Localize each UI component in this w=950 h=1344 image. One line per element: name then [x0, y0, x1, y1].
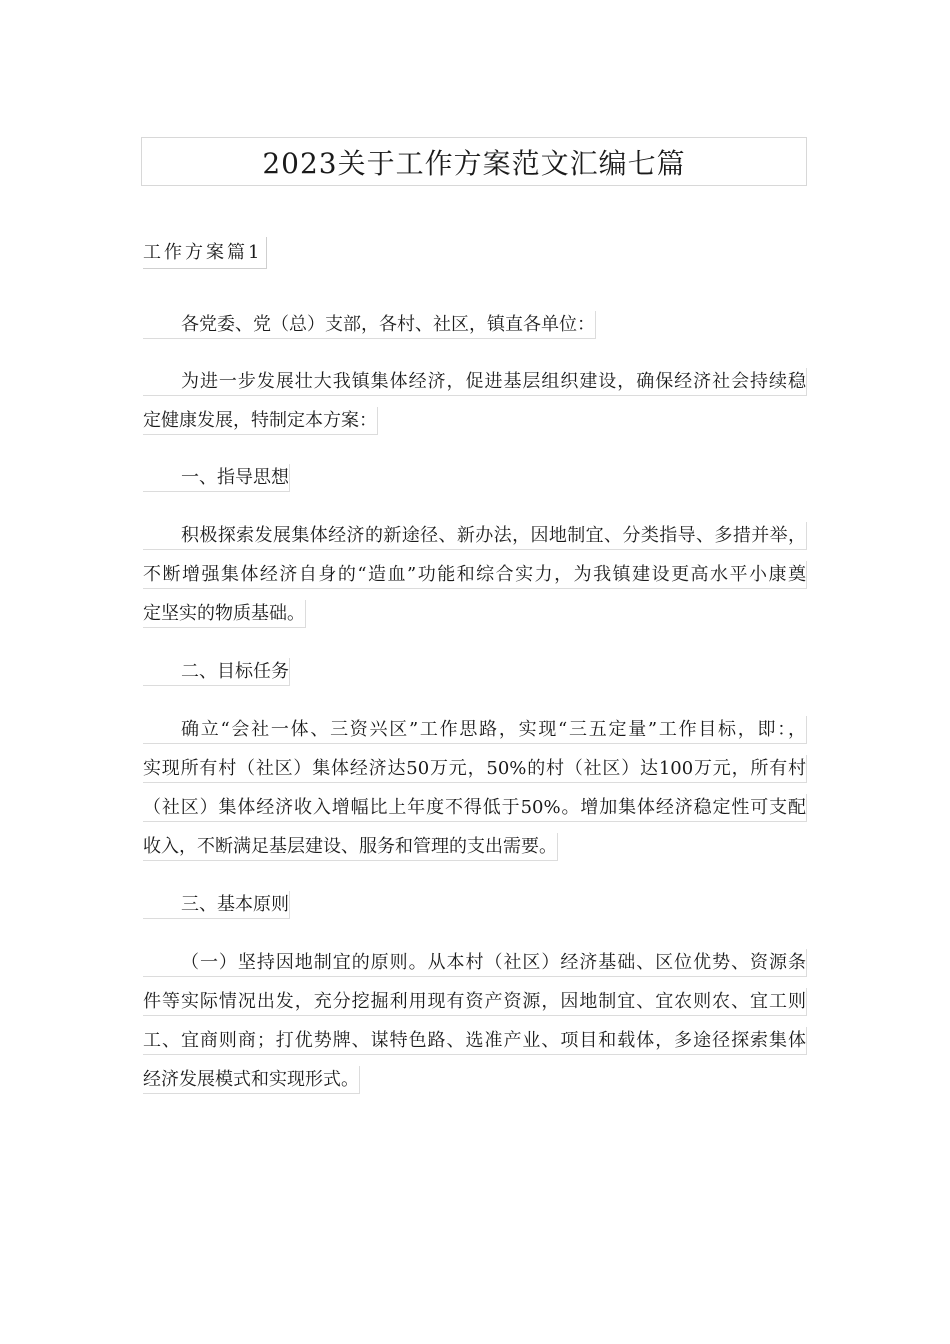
line-2: 定健康发展，特制定本方案：: [143, 407, 378, 435]
line-5: 不断增强集体经济自身的“造血”功能和综合实力，为我镇建设更高水平小康奠: [143, 561, 807, 589]
line-8: 确立“会社一体、三资兴区”工作思路，实现“三五定量”工作目标，即：，: [143, 716, 807, 744]
line-9: 实现所有村（社区）集体经济达50万元，50%的村（社区）达100万元，所有村: [143, 755, 807, 783]
document-title: 2023关于工作方案范文汇编七篇: [141, 137, 807, 186]
line-10: （社区）集体经济收入增幅比上年度不得低于50%。增加集体经济稳定性可支配: [143, 794, 807, 822]
line-15: 工、宜商则商；打优势牌、谋特色路、选准产业、项目和载体，多途径探索集体: [143, 1027, 807, 1055]
line-12: 三、基本原则: [143, 891, 290, 919]
line-16: 经济发展模式和实现形式。: [143, 1066, 360, 1094]
section-heading: 工作方案篇1: [143, 237, 267, 269]
line-0: 各党委、党（总）支部，各村、社区，镇直各单位：: [143, 311, 596, 339]
line-6: 定坚实的物质基础。: [143, 600, 306, 628]
line-7: 二、目标任务: [143, 658, 290, 686]
line-14: 件等实际情况出发，充分挖掘利用现有资产资源，因地制宜、宜农则农、宜工则: [143, 988, 807, 1016]
line-1: 为进一步发展壮大我镇集体经济，促进基层组织建设，确保经济社会持续稳: [143, 368, 807, 396]
line-3: 一、指导思想: [143, 464, 290, 492]
line-11: 收入，不断满足基层建设、服务和管理的支出需要。: [143, 833, 558, 861]
line-13: （一）坚持因地制宜的原则。从本村（社区）经济基础、区位优势、资源条: [143, 949, 807, 977]
line-4: 积极探索发展集体经济的新途径、新办法，因地制宜、分类指导、多措并举，: [143, 522, 807, 550]
